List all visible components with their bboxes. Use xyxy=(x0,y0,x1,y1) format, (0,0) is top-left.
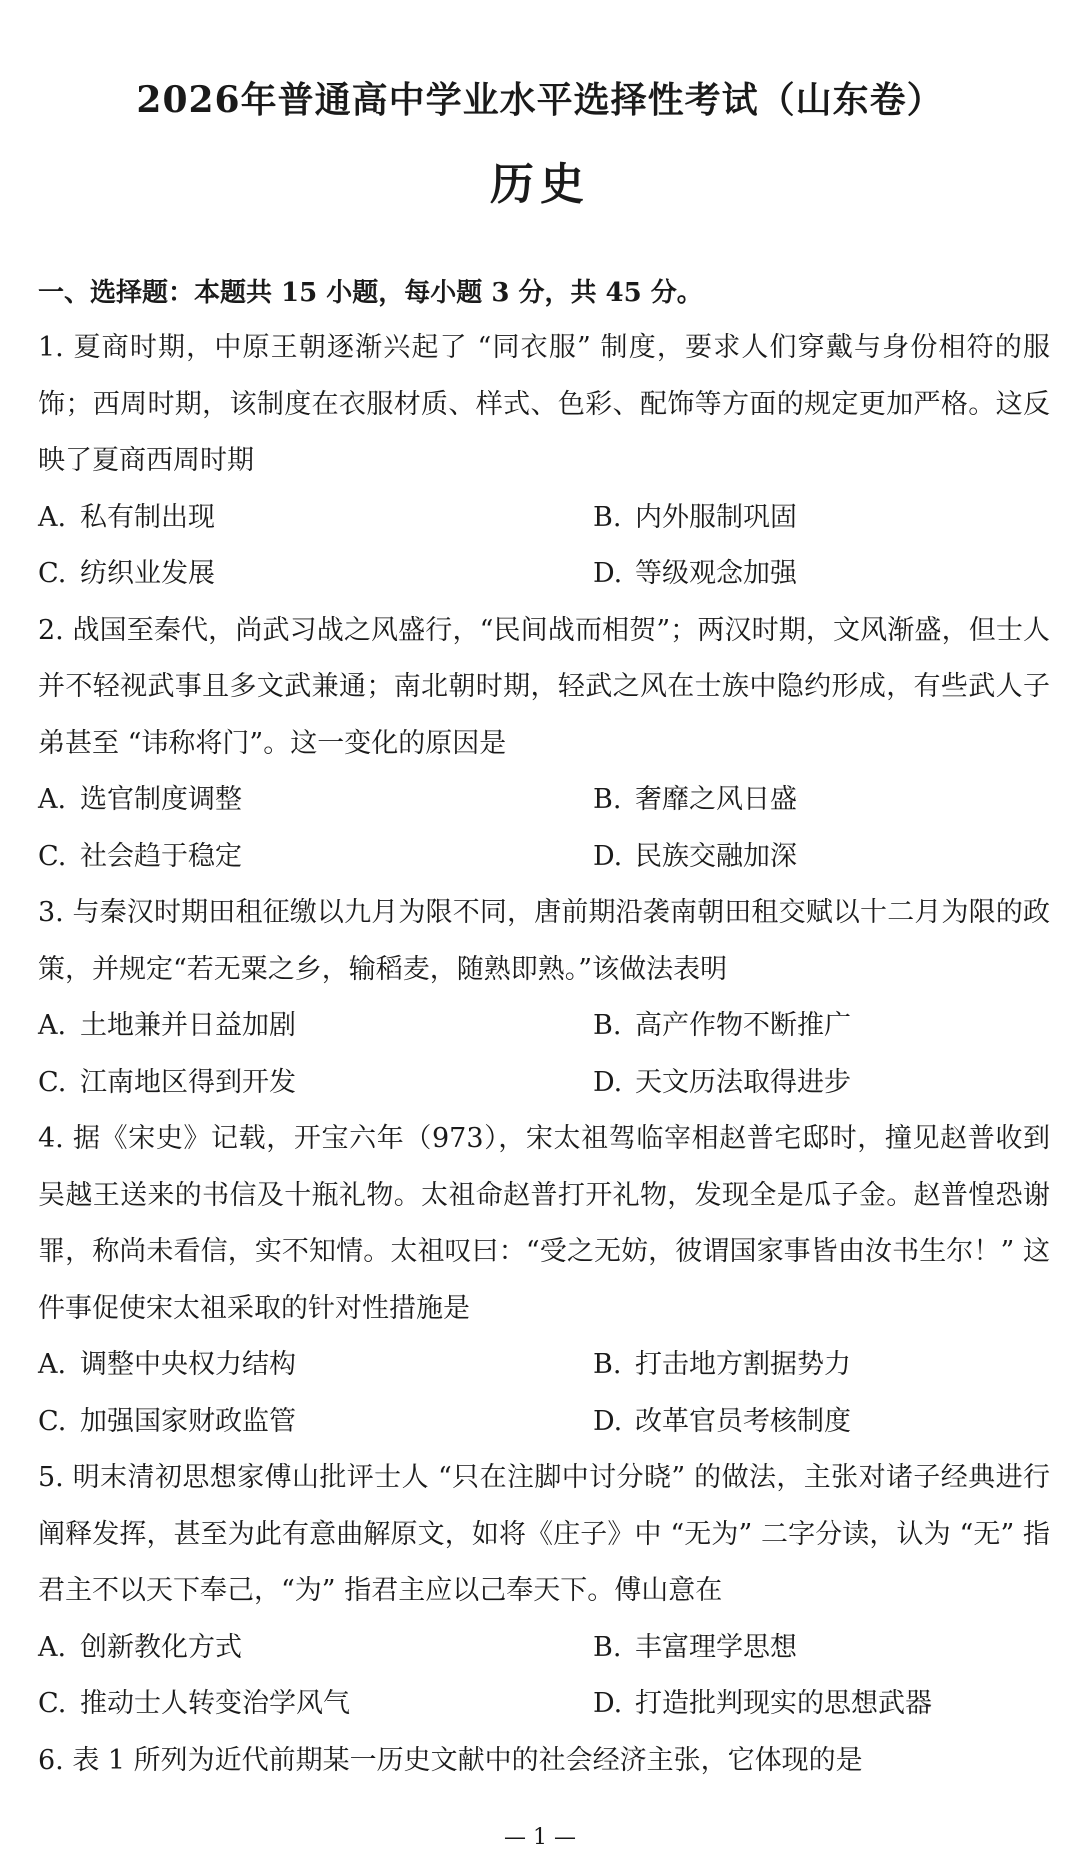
option-d xyxy=(593,1055,1050,1112)
option-b xyxy=(593,490,1050,547)
option-letter: B. xyxy=(593,784,622,815)
option-d xyxy=(593,546,1050,603)
option-letter: B. xyxy=(593,1349,622,1380)
option-letter: B. xyxy=(593,501,622,533)
question-stem: 2. 战国至秦代，尚武习战之风盛行，“民间战而相贺”；两汉时期，文风渐盛，但士人并不轻视武事且多文武兼通；南北朝时期，轻武之风在士族中隐约形成，有些武人子弟甚至 “讳称将门”。这一变化的原因是 xyxy=(38,614,1050,759)
option-b xyxy=(593,998,1050,1055)
option-a xyxy=(38,1337,593,1394)
question-stem: 5. 明末清初思想家傅山批评士人 “只在注脚中讨分晓” 的做法，主张对诸子经典进行阐释发挥，甚至为此有意曲解原文，如将《庄子》中 “无为” 二字分读，认为 “无” 指君主不以天下奉己，“为” 指君主应以己奉天下。傅山意在 xyxy=(38,1462,1050,1606)
option-letter: D. xyxy=(593,1405,623,1437)
option-letter: C. xyxy=(38,1405,67,1437)
option-text: 内外服制巩固 xyxy=(635,501,797,533)
option-c xyxy=(38,546,593,603)
option-grid xyxy=(38,772,1050,885)
option-letter: D. xyxy=(593,1066,623,1098)
option-letter: B. xyxy=(593,1631,622,1663)
section-heading: 一、选择题：本题共 15 小题，每小题 3 分，共 45 分。 xyxy=(38,278,703,308)
option-a xyxy=(38,772,593,829)
option-text: 改革官员考核制度 xyxy=(635,1405,851,1437)
option-b xyxy=(593,772,1050,829)
option-text: 江南地区得到开发 xyxy=(80,1066,296,1098)
option-text: 民族交融加深 xyxy=(635,840,797,872)
option-letter: D. xyxy=(593,558,623,589)
question-stem: 6. 表 1 所列为近代前期某一历史文献中的社会经济主张，它体现的是 xyxy=(38,1744,863,1776)
option-text: 调整中央权力结构 xyxy=(80,1349,296,1380)
option-text: 选官制度调整 xyxy=(80,784,242,815)
exam-title: 2026年普通高中学业水平选择性考试（山东卷） xyxy=(136,79,944,121)
question-list xyxy=(38,320,1050,1789)
option-d xyxy=(593,829,1050,886)
option-letter: A. xyxy=(38,1631,67,1663)
question-1 xyxy=(38,320,1050,603)
option-letter: C. xyxy=(38,840,67,872)
option-text: 高产作物不断推广 xyxy=(635,1010,851,1041)
option-letter: C. xyxy=(38,558,67,589)
question-2 xyxy=(38,603,1050,886)
option-text: 打击地方割据势力 xyxy=(635,1349,851,1380)
option-letter: A. xyxy=(38,1010,67,1041)
question-6 xyxy=(38,1733,1050,1790)
question-5 xyxy=(38,1450,1050,1733)
question-stem: 4. 据《宋史》记载，开宝六年（973），宋太祖驾临宰相赵普宅邸时，撞见赵普收到吴越王送来的书信及十瓶礼物。太祖命赵普打开礼物，发现全是瓜子金。赵普惶恐谢罪，称尚未看信，实不知情。太祖叹曰：“受之无妨，彼谓国家事皆由汝书生尔！” 这件事促使宋太祖采取的针对性措施是 xyxy=(38,1123,1050,1324)
page-number: — 1 — xyxy=(504,1825,576,1850)
option-d xyxy=(593,1394,1050,1451)
option-a xyxy=(38,1620,593,1677)
option-text: 等级观念加强 xyxy=(635,558,797,589)
option-b xyxy=(593,1620,1050,1677)
option-letter: C. xyxy=(38,1066,67,1098)
option-letter: D. xyxy=(593,1688,623,1719)
option-text: 纺织业发展 xyxy=(80,558,215,589)
question-stem: 1. 夏商时期，中原王朝逐渐兴起了 “同衣服” 制度，要求人们穿戴与身份相符的服饰；西周时期，该制度在衣服材质、样式、色彩、配饰等方面的规定更加严格。这反映了夏商西周时期 xyxy=(38,332,1050,476)
option-c xyxy=(38,1394,593,1451)
option-text: 土地兼并日益加剧 xyxy=(80,1010,296,1041)
option-grid xyxy=(38,490,1050,603)
option-text: 创新教化方式 xyxy=(80,1631,242,1663)
question-4 xyxy=(38,1111,1050,1450)
question-3 xyxy=(38,885,1050,1111)
option-text: 私有制出现 xyxy=(80,501,215,533)
option-text: 社会趋于稳定 xyxy=(80,840,242,872)
subject-title: 历史 xyxy=(490,159,590,210)
option-letter: C. xyxy=(38,1688,67,1719)
option-a xyxy=(38,998,593,1055)
option-c xyxy=(38,1676,593,1733)
option-letter: B. xyxy=(593,1010,622,1041)
option-letter: A. xyxy=(38,501,67,533)
option-grid xyxy=(38,1337,1050,1450)
option-grid xyxy=(38,998,1050,1111)
option-b xyxy=(593,1337,1050,1394)
option-a xyxy=(38,490,593,547)
option-text: 丰富理学思想 xyxy=(635,1631,797,1663)
option-c xyxy=(38,829,593,886)
option-letter: D. xyxy=(593,840,623,872)
option-c xyxy=(38,1055,593,1112)
option-text: 推动士人转变治学风气 xyxy=(80,1688,350,1719)
option-text: 加强国家财政监管 xyxy=(80,1405,296,1437)
option-d xyxy=(593,1676,1050,1733)
option-letter: A. xyxy=(38,1349,67,1380)
option-grid xyxy=(38,1620,1050,1733)
option-text: 打造批判现实的思想武器 xyxy=(635,1688,932,1719)
option-letter: A. xyxy=(38,784,67,815)
question-stem: 3. 与秦汉时期田租征缴以九月为限不同，唐前期沿袭南朝田租交赋以十二月为限的政策，并规定“若无粟之乡，输稻麦，随熟即熟。”该做法表明 xyxy=(38,897,1050,985)
option-text: 奢靡之风日盛 xyxy=(635,784,797,815)
option-text: 天文历法取得进步 xyxy=(635,1066,851,1098)
